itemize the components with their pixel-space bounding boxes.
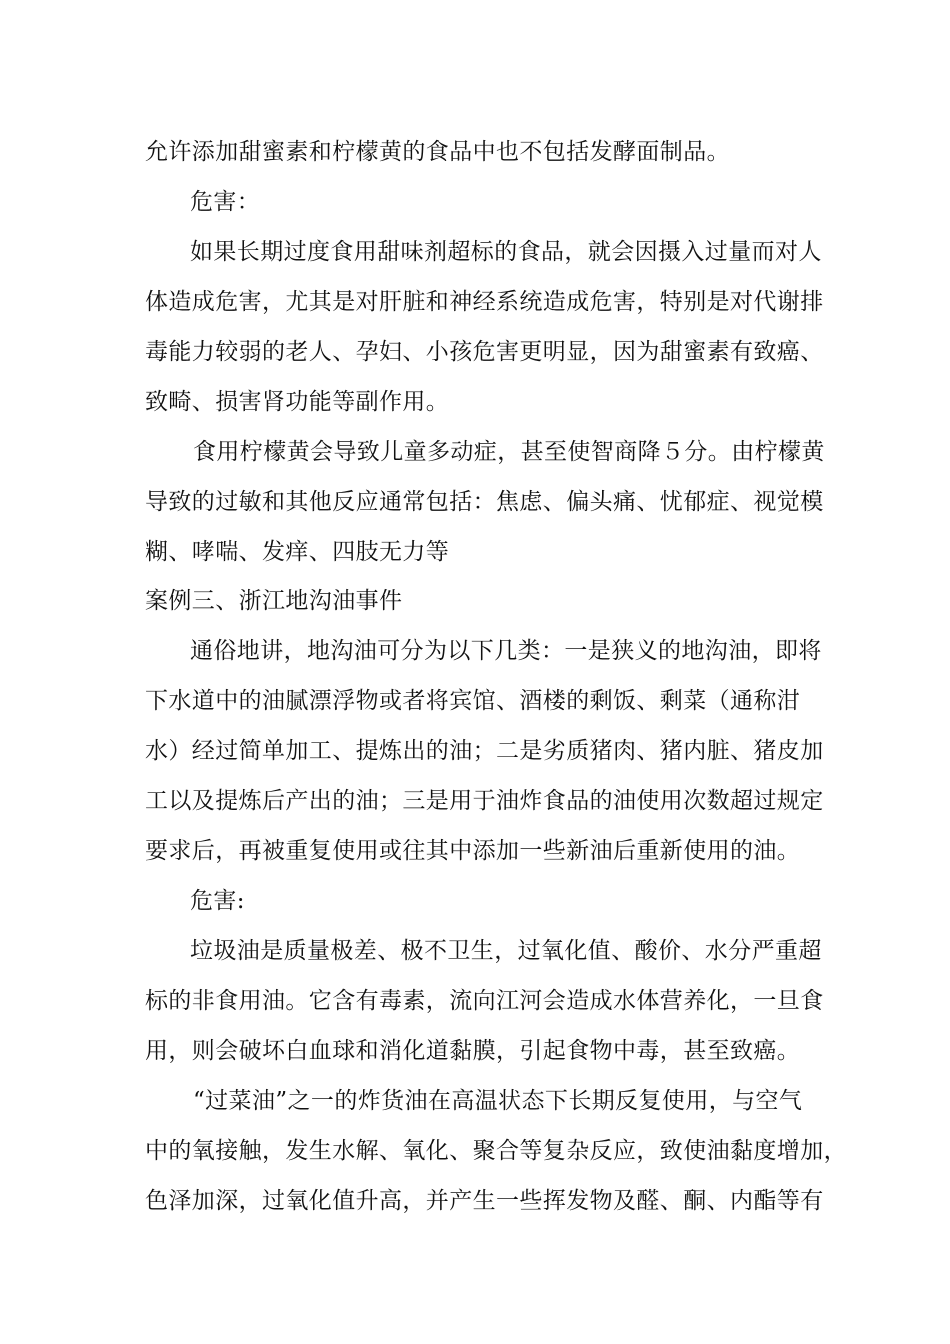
- paragraph-line: 用，则会破坏白血球和消化道黏膜，引起食物中毒，甚至致癌。: [145, 1038, 801, 1064]
- paragraph-line: “过菜油”之一的炸货油在高温状态下长期反复使用，与空气: [193, 1088, 803, 1114]
- paragraph-line: 工以及提炼后产出的油；三是用于油炸食品的油使用次数超过规定: [145, 788, 824, 814]
- paragraph-line: 要求后，再被重复使用或往其中添加一些新油后重新使用的油。: [145, 838, 801, 864]
- paragraph-line: 糊、哮喘、发痒、四肢无力等: [145, 539, 450, 565]
- paragraph-line: 水）经过简单加工、提炼出的油；二是劣质猪肉、猪内脏、猪皮加: [145, 738, 824, 764]
- paragraph-line: 允许添加甜蜜素和柠檬黄的食品中也不包括发酵面制品。: [145, 139, 730, 165]
- section-heading-hazard: 危害:: [190, 888, 245, 914]
- paragraph-line: 体造成危害，尤其是对肝脏和神经系统造成危害，特别是对代谢排: [145, 289, 824, 315]
- paragraph-line: 如果长期过度食用甜味剂超标的食品，就会因摄入过量而对人: [190, 239, 822, 265]
- paragraph-line: 垃圾油是质量极差、极不卫生，过氧化值、酸价、水分严重超: [190, 938, 822, 964]
- paragraph-line: 致畸、损害肾功能等副作用。: [145, 389, 450, 415]
- paragraph-line: 色泽加深，过氧化值升高，并产生一些挥发物及醛、酮、内酯等有: [145, 1188, 824, 1214]
- paragraph-line: 中的氧接触，发生水解、氧化、聚合等复杂反应，致使油黏度增加，: [145, 1138, 847, 1164]
- paragraph-line: 通俗地讲，地沟油可分为以下几类：一是狭义的地沟油，即将: [190, 638, 822, 664]
- paragraph-line: 食用柠檬黄会导致儿童多动症，甚至使智商降５分。由柠檬黄: [193, 439, 825, 465]
- paragraph-line: 标的非食用油。它含有毒素，流向江河会造成水体营养化，一旦食: [145, 988, 824, 1014]
- paragraph-line: 毒能力较弱的老人、孕妇、小孩危害更明显，因为甜蜜素有致癌、: [145, 339, 824, 365]
- section-heading-hazard: 危害：: [190, 189, 261, 215]
- paragraph-line: 下水道中的油腻漂浮物或者将宾馆、酒楼的剩饭、剩菜（通称泔: [145, 688, 801, 714]
- case-heading: 案例三、浙江地沟油事件: [145, 588, 403, 614]
- paragraph-line: 导致的过敏和其他反应通常包括：焦虑、偏头痛、忧郁症、视觉模: [145, 489, 824, 515]
